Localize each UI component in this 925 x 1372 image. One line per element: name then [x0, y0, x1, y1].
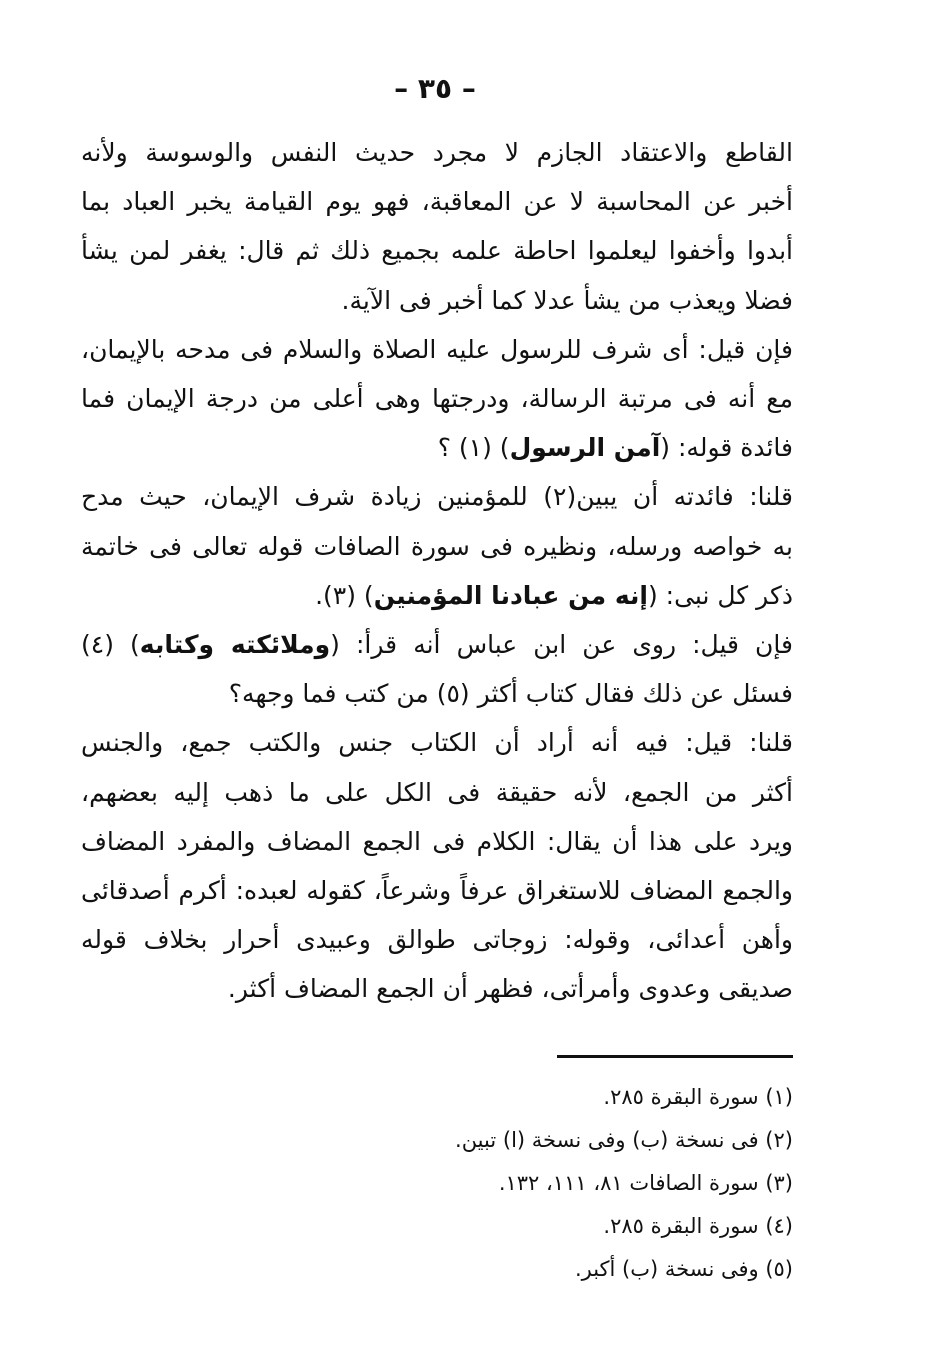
text-fragment: ) (٣). — [315, 580, 374, 610]
footnote: (٥) وفى نسخة (ب) أكبر. — [574, 1257, 793, 1281]
text-line: القاطع والاعتقاد الجازم لا مجرد حديث النفس والوسوسة ولأنه — [81, 138, 793, 167]
answer-2-line: أكثر من الجمع، لأنه حقيقة فى الكل على ما ذهب إليه بعضهم، — [81, 777, 793, 807]
question-2-line: فسئل عن ذلك فقال كتاب أكثر (٥) من كتب فما وجهه؟ — [228, 679, 793, 709]
quran-quote: وملائكته وكتابه — [139, 630, 331, 660]
footnote-divider — [557, 1055, 793, 1058]
main-text — [81, 128, 793, 1014]
footnote: (٣) سورة الصافات ٨١، ١١١، ١٣٢. — [498, 1171, 793, 1195]
text-fragment: فائدة قوله: ( — [660, 433, 793, 463]
text-fragment: فإن قيل: روى عن ابن عباس أنه قرأ: ( — [330, 630, 793, 660]
footnote: (٢) فى نسخة (ب) وفى نسخة (ا) تبين. — [455, 1128, 793, 1152]
text-fragment: ) (٤) — [81, 630, 140, 660]
answer-2-line: قلنا: قيل: فيه أنه أراد أن الكتاب جنس والكتب جمع، والجنس — [81, 728, 793, 758]
text-line: أخبر عن المحاسبة لا عن المعاقبة، فهو يوم القيامة يخبر العباد بما — [81, 187, 793, 217]
footnotes — [293, 1076, 793, 1291]
answer-2-line: ويرد على هذا أن يقال: الكلام فى الجمع المضاف والمفرد المضاف — [81, 826, 793, 856]
page-number: – ٣٥ – — [394, 72, 476, 105]
text-line: فضلا ويعذب من يشأ عدلا كما أخبر فى الآية. — [341, 285, 793, 315]
answer-1-line: به خواصه ورسله، ونظيره فى سورة الصافات قوله تعالى فى خاتمة — [81, 531, 793, 561]
quran-quote: آمن الرسول — [509, 433, 661, 463]
answer-2-line: والجمع المضاف للاستغراق عرفاً وشرعاً، كقوله لعبده: أكرم أصدقائى — [81, 876, 793, 906]
answer-1-line — [81, 571, 793, 620]
answer-1-line: قلنا: فائدته أن يبين(٢) للمؤمنين زيادة شرف الإيمان، حيث مدح — [81, 482, 793, 512]
text-fragment: ) (١) ؟ — [437, 433, 510, 463]
question-1-line — [81, 423, 793, 472]
quran-quote: إنه من عبادنا المؤمنين — [373, 580, 648, 610]
answer-2-line: وأهن أعدائى، وقوله: زوجاتى طوالق وعبيدى أحرار بخلاف قوله — [81, 925, 793, 955]
footnote: (١) سورة البقرة ٢٨٥. — [603, 1085, 793, 1109]
text-fragment: ذكر كل نبى: ( — [647, 580, 793, 610]
text-line: أبدوا وأخفوا ليعلموا احاطة علمه بجميع ذلك ثم قال: يغفر لمن يشأ — [81, 236, 793, 266]
question-1-line: مع أنه فى مرتبة الرسالة، ودرجتها وهى أعلى من درجة الإيمان فما — [81, 384, 793, 414]
question-1-line: فإن قيل: أى شرف للرسول عليه الصلاة والسلام فى مدحه بالإيمان، — [81, 334, 793, 364]
answer-2-line: صديقى وعدوى وأمرأتى، فظهر أن الجمع المضاف أكثر. — [227, 974, 793, 1004]
footnote: (٤) سورة البقرة ٢٨٥. — [603, 1214, 793, 1238]
question-2-line — [81, 620, 793, 669]
